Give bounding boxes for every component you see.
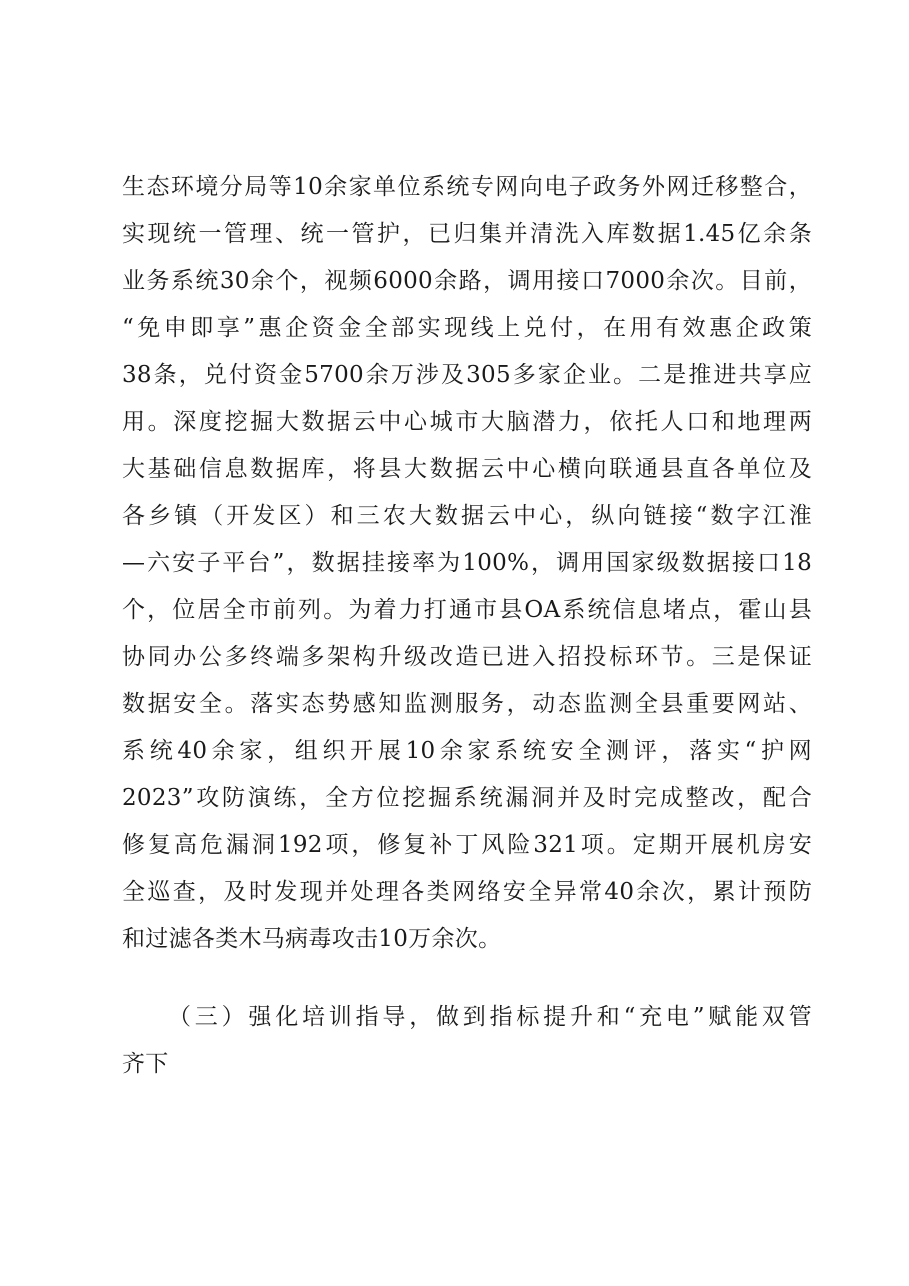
heading-line: 齐下 [122, 1051, 169, 1077]
paragraph-line: 协同办公多终端多架构升级改造已进入招投标环节。三是保证 [122, 644, 812, 670]
paragraph-line: 和过滤各类木马病毒攻击10万余次。 [122, 926, 502, 952]
paragraph-line: 各乡镇（开发区）和三农大数据云中心，纵向链接“数字江淮 [122, 503, 812, 529]
paragraph-line: 用。深度挖掘大数据云中心城市大脑潜力，依托人口和地理两 [122, 409, 812, 435]
paragraph-line: 修复高危漏洞192项，修复补丁风险321项。定期开展机房安 [122, 832, 812, 858]
paragraph-line: 实现统一管理、统一管护，已归集并清洗入库数据1.45亿余条 [122, 221, 812, 247]
paragraph-line: 2023”攻防演练，全方位挖掘系统漏洞并及时完成整改，配合 [122, 785, 812, 811]
paragraph-line: —六安子平台”，数据挂接率为100%，调用国家级数据接口18 [122, 550, 812, 576]
paragraph-line: 大基础信息数据库，将县大数据云中心横向联通县直各单位及 [122, 456, 812, 482]
paragraph-line: 业务系统30余个，视频6000余路，调用接口7000余次。目前， [122, 268, 812, 294]
paragraph-line: 系统40余家，组织开展10余家系统安全测评，落实“护网 [122, 738, 812, 764]
paragraph-line: 全巡查，及时发现并处理各类网络安全异常40余次，累计预防 [122, 879, 812, 905]
paragraph-line: 38条，兑付资金5700余万涉及305多家企业。二是推进共享应 [122, 362, 812, 388]
heading-line: （三）强化培训指导，做到指标提升和“充电”赋能双管 [168, 1004, 812, 1030]
paragraph-line: “免申即享”惠企资金全部实现线上兑付，在用有效惠企政策 [122, 315, 812, 341]
paragraph-line: 生态环境分局等10余家单位系统专网向电子政务外网迁移整合， [122, 174, 812, 200]
paragraph-line: 个，位居全市前列。为着力打通市县OA系统信息堵点，霍山县 [122, 597, 812, 623]
paragraph-line: 数据安全。落实态势感知监测服务，动态监测全县重要网站、 [122, 691, 812, 717]
